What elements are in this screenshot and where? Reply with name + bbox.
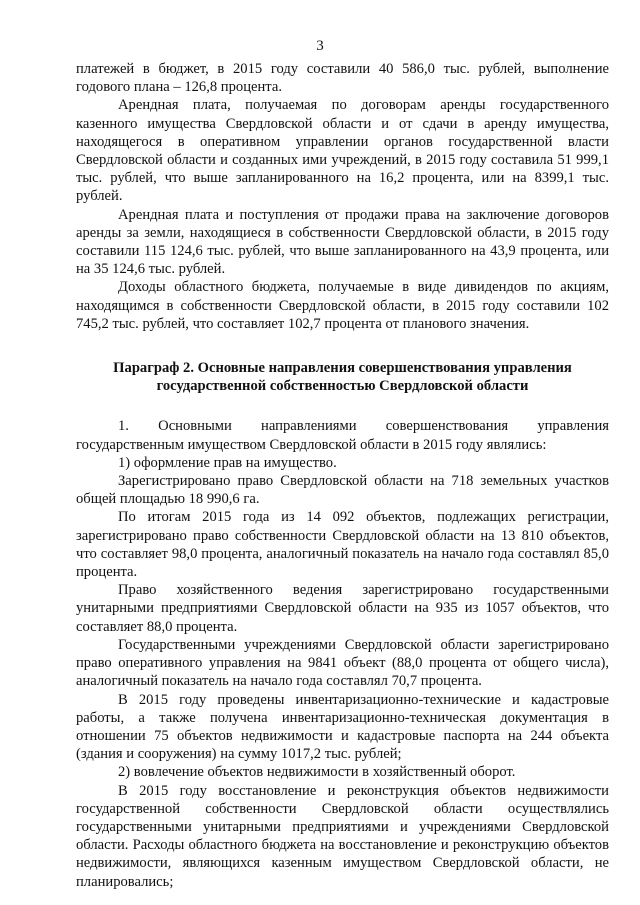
paragraph-dividends: Доходы областного бюджета, получаемые в виде дивидендов по акциям, находящимся в собственности Свердловской области, в 2015 году составили 102 745,2 тыс. рублей, что составляет 102,7 процента от планового значения. bbox=[76, 279, 609, 332]
paragraph-reconstruction: В 2015 году восстановление и реконструкция объектов недвижимости государственной собственности Свердловской области осуществлялись государственными унитарными предприятиями и учреждениями Свердловской области. Расходы областного бюджета на восстановление и реконструкцию объектов недвижимости, являющихся казенным имуществом Свердловской области, не планировались; bbox=[76, 782, 609, 890]
paragraph-economic-management: Право хозяйственного ведения зарегистрировано государственными унитарными предприятиями Свердловской области на 935 из 1057 объектов, что составляет 88,0 процента. bbox=[76, 582, 609, 635]
paragraph-continuation: платежей в бюджет, в 2015 году составили 40 586,0 тыс. рублей, выполнение годового плана – 126,8 процента. bbox=[76, 61, 609, 96]
paragraph-list-item-2: 2) вовлечение объектов недвижимости в хозяйственный оборот. bbox=[118, 764, 516, 781]
paragraph-main-directions: 1. Основными направлениями совершенствования управления государственным имуществом Свердловской области в 2015 году являлись: bbox=[76, 418, 609, 453]
paragraph-inventory-works: В 2015 году проведены инвентаризационно-технические и кадастровые работы, а также получена инвентаризационно-техническая документация в отношении 75 объектов недвижимости и кадастровые паспорта на 244 объекта (здания и сооружения) на сумму 1017,2 тыс. рублей; bbox=[76, 691, 609, 763]
page-body bbox=[76, 60, 609, 891]
paragraph-rent-property: Арендная плата, получаемая по договорам аренды государственного казенного имущества Свердловской области и от сдачи в аренду имущества, находящегося в оперативном управлении органов государственной власти Свердловской области и созданных ими учреждений, в 2015 году составила 51 999,1 тыс. рублей, что выше запланированного на 16,2 процента, или на 8399,1 тыс. рублей. bbox=[76, 97, 609, 205]
paragraph-list-item-1: 1) оформление прав на имущество. bbox=[118, 454, 337, 471]
paragraph-land-plots: Зарегистрировано право Свердловской области на 718 земельных участков общей площадью 18 990,6 га. bbox=[76, 473, 609, 508]
paragraph-operational-management: Государственными учреждениями Свердловской области зарегистрировано право оперативного управления на 9841 объект (88,0 процента от общего числа), аналогичный показатель на начало года составлял 70,7 процента. bbox=[76, 636, 609, 690]
paragraph-registration-results: По итогам 2015 года из 14 092 объектов, подлежащих регистрации, зарегистрировано право собственности Свердловской области на 13 810 объектов, что составляет 98,0 процента, аналогичный показатель на начало года составлял 85,0 процента. bbox=[76, 509, 609, 581]
page-number: 3 bbox=[316, 38, 324, 54]
paragraph-rent-land: Арендная плата и поступления от продажи права на заключение договоров аренды за земли, находящиеся в собственности Свердловской области, в 2015 году составили 115 124,6 тыс. рублей, что выше запланированного на 43,9 процента, или на 35 124,6 тыс. рублей. bbox=[76, 206, 609, 278]
section-heading: Параграф 2. Основные направления совершенствования управления государственной собственностью Свердловской области bbox=[113, 360, 572, 395]
